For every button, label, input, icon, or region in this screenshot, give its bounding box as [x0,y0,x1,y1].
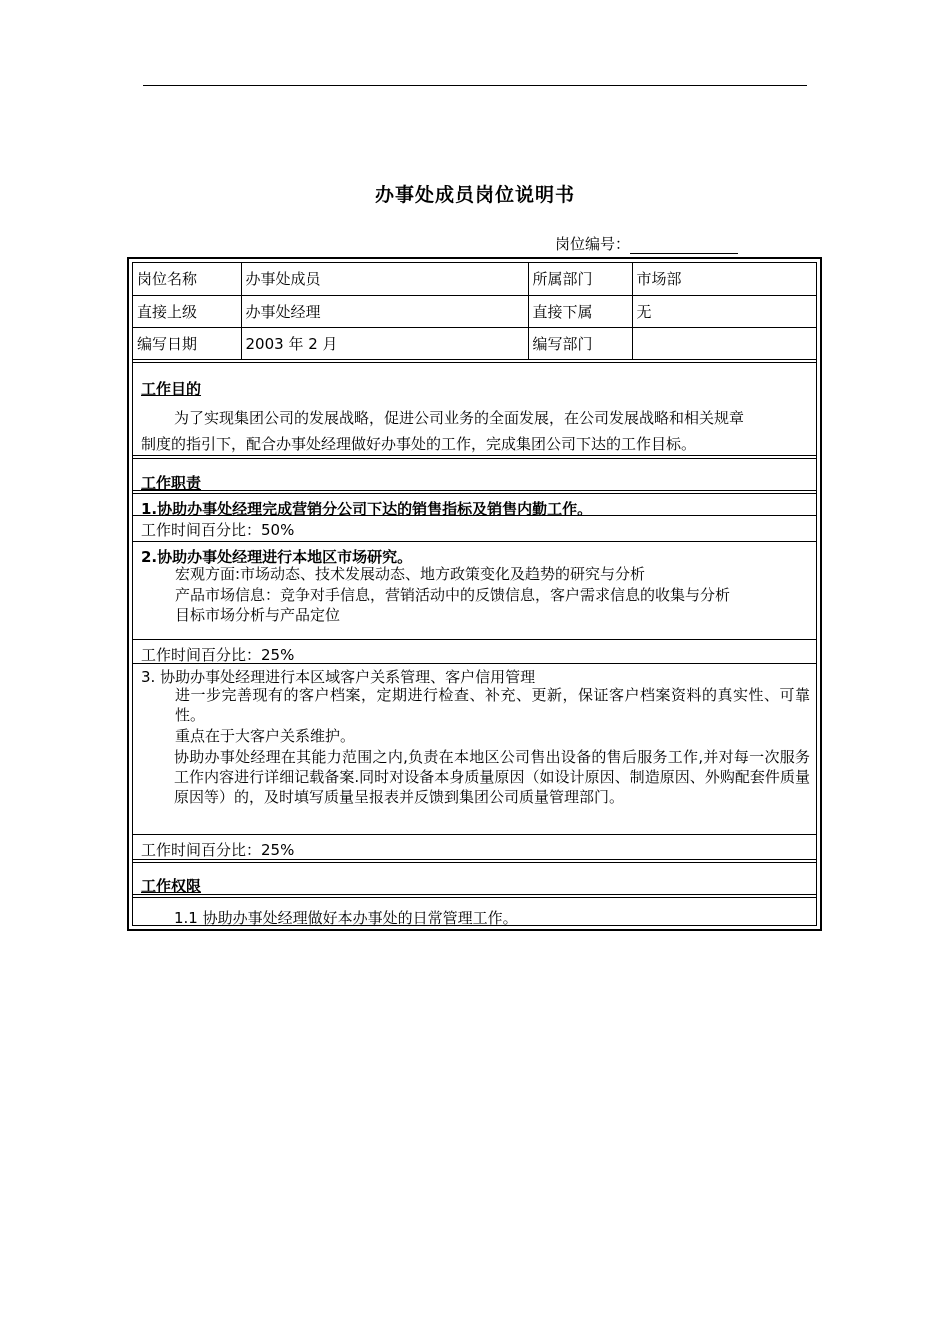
bullet-text: 目标市场分析与产品定位 [175,606,341,624]
section-divider [133,894,816,898]
bullet-text: 协助办事处经理在其能力范围之内,负责在本地区公司售出设备的售后服务工作,并对每一次服务工作内容进行详细记载备案.同时对设备本身质量原因（如设计原因、制造原因、外购配套件质量原因等）的，及时填写质量呈报表并反馈到集团公司质量管理部门。 [174,748,810,806]
duty-title: 1.协助办事处经理完成营销分公司下达的销售指标及销售内勤工作。 [141,500,593,518]
job-description-table [127,257,822,931]
purpose-line: 制度的指引下，配合办事处经理做好办事处的工作，完成集团公司下达的工作目标。 [141,435,697,453]
basic-info-table [133,263,816,360]
duty-bullet [141,585,810,605]
post-code-field [555,233,738,254]
duties-heading: 工作职责 [141,474,202,492]
info-row [133,263,816,295]
time-percentage: 工作时间百分比：25% [141,841,295,859]
value-cell [632,327,816,359]
label-cell: 编写部门 [528,327,632,359]
duty-bullet [141,685,810,725]
duty-bullet [141,564,810,584]
duty-bullet [141,726,810,746]
label-cell: 编写日期 [133,327,241,359]
table-inner-border [132,262,817,926]
label-cell: 岗位名称 [133,263,241,295]
section-divider [133,455,816,459]
time-percentage: 工作时间百分比：25% [141,646,295,664]
section-divider [133,490,816,494]
row-divider [133,663,816,664]
header-rule [143,85,807,86]
label-cell: 直接上级 [133,295,241,327]
duty-bullet [141,605,810,625]
duty-bullet [141,747,810,807]
value-cell: 市场部 [632,263,816,295]
label-cell: 直接下属 [528,295,632,327]
bullet-text: 宏观方面:市场动态、技术发展动态、地方政策变化及趋势的研究与分析 [175,565,646,583]
value-cell: 办事处经理 [241,295,528,327]
section-divider [133,359,816,363]
purpose-line: 为了实现集团公司的发展战略，促进公司业务的全面发展，在公司发展战略和相关规章 [174,409,745,427]
value-cell: 无 [632,295,816,327]
info-row [133,295,816,327]
row-divider [133,834,816,835]
bullet-text: 产品市场信息：竞争对手信息，营销活动中的反馈信息，客户需求信息的收集与分析 [175,586,731,604]
duty-title: 3. 协助办事处经理进行本区域客户关系管理、客户信用管理 [141,668,536,686]
time-percentage: 工作时间百分比：50% [141,521,295,539]
row-divider [133,515,816,516]
row-divider [133,639,816,640]
purpose-heading: 工作目的 [141,380,202,398]
document-title: 办事处成员岗位说明书 [374,184,575,206]
info-row [133,327,816,359]
post-code-blank[interactable] [630,239,738,254]
section-divider [133,859,816,863]
authority-item: 1.1 协助办事处经理做好本办事处的日常管理工作。 [174,909,518,927]
duty-title: 2.协助办事处经理进行本地区市场研究。 [141,548,413,566]
value-cell: 办事处成员 [241,263,528,295]
row-divider [133,541,816,542]
post-code-label: 岗位编号： [555,235,631,253]
authority-heading: 工作权限 [141,877,202,895]
value-cell: 2003 年 2 月 [241,327,528,359]
bullet-text: 进一步完善现有的客户档案，定期进行检查、补充、更新，保证客户档案资料的真实性、可靠性。 [175,686,810,724]
bullet-text: 重点在于大客户关系维护。 [175,727,356,745]
label-cell: 所属部门 [528,263,632,295]
